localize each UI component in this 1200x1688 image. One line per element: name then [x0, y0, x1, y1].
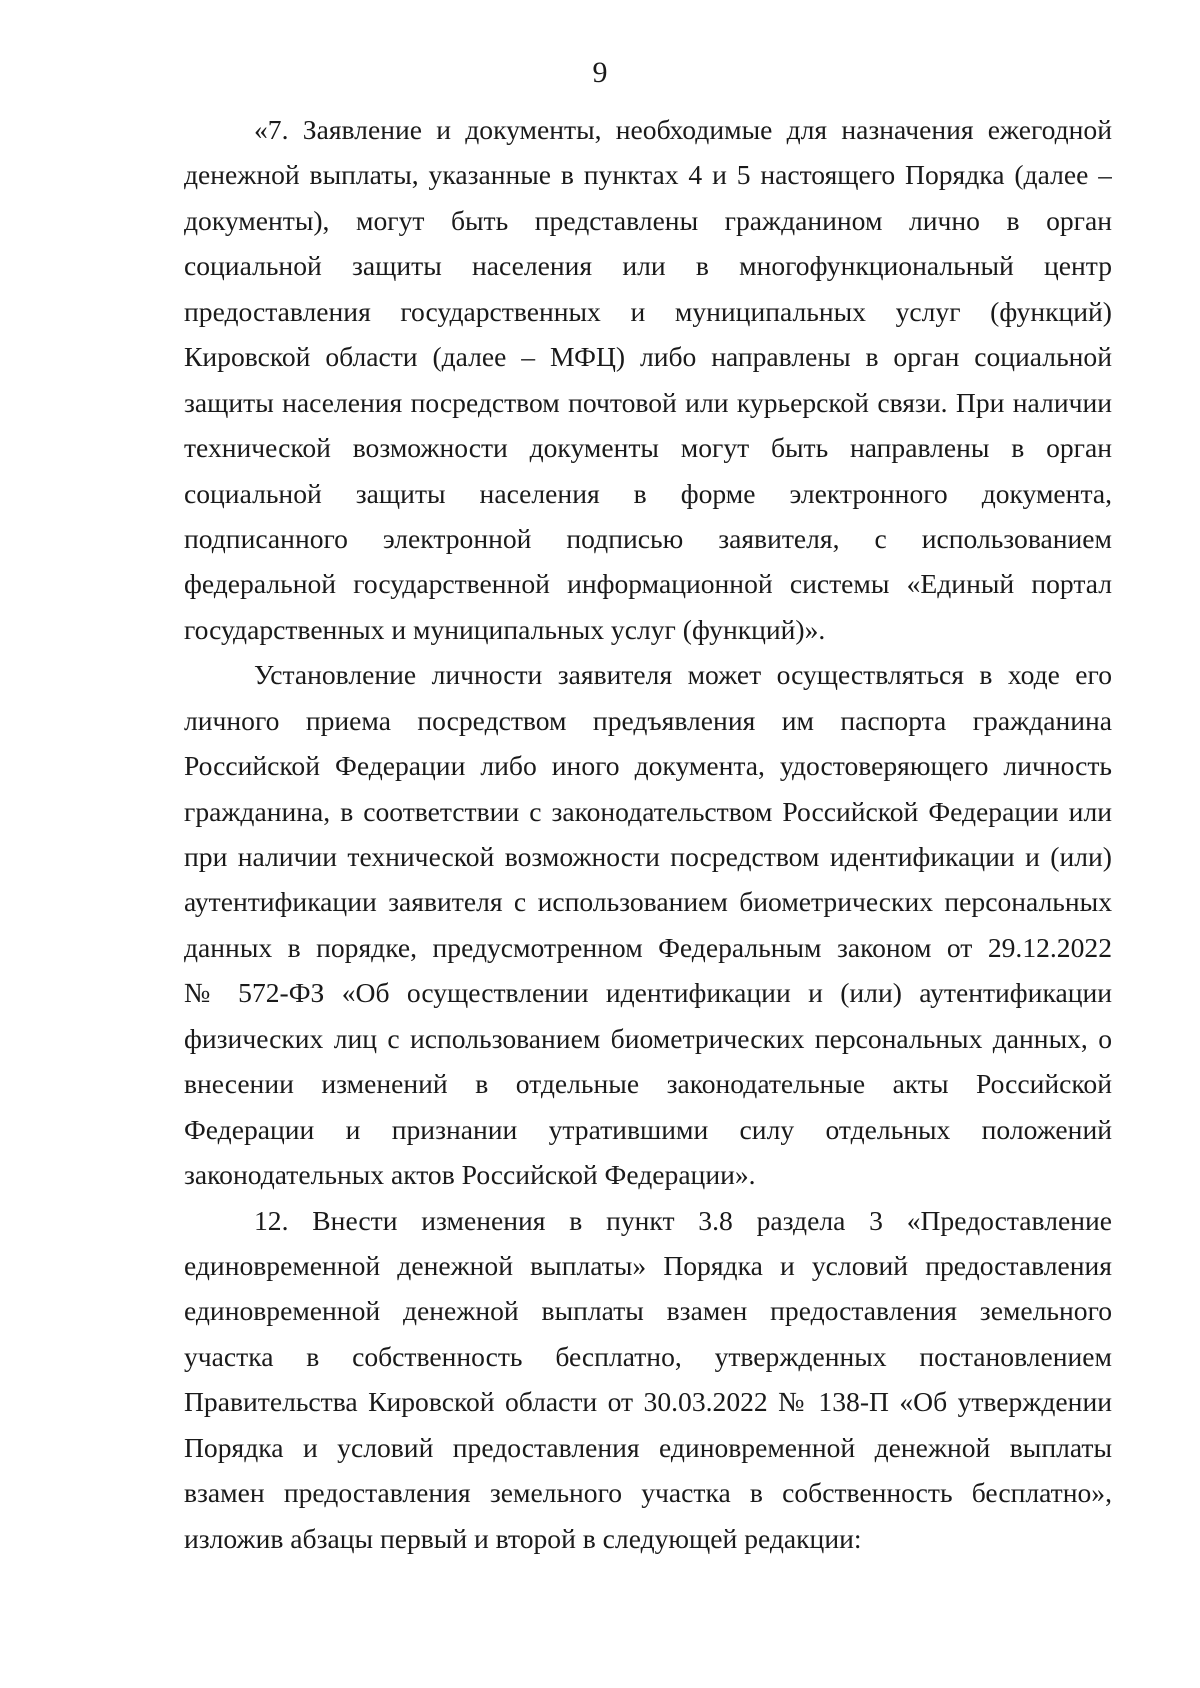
paragraph-item-7	[184, 107, 1112, 652]
text-line: подписанного электронной подписью заявителя, с использованием	[184, 522, 1112, 554]
text-line: при наличии технической возможности посредством идентификации и (или)	[184, 841, 1112, 872]
text-line: технической возможности документы могут быть направлены в орган	[184, 432, 1112, 464]
document-body	[184, 107, 1112, 1561]
paragraph-item-12	[184, 1198, 1112, 1562]
text-line: социальной защиты населения или в многофункциональный центр	[184, 250, 1112, 282]
text-line: личного приема посредством предъявления им паспорта гражданина	[184, 704, 1112, 736]
text-line: гражданина, в соответствии с законодательством Российской Федерации или	[184, 795, 1112, 827]
paragraph-identification	[184, 652, 1112, 1197]
text-line: данных в порядке, предусмотренном Федеральным законом от 29.12.2022	[184, 931, 1112, 963]
text-line: Федерации и признании утратившими силу отдельных положений	[184, 1113, 1112, 1145]
text-line: «7. Заявление и документы, необходимые для назначения ежегодной	[254, 114, 1112, 145]
text-line: законодательных актов Российской Федерации».	[184, 1159, 756, 1191]
text-line: социальной защиты населения в форме электронного документа,	[184, 477, 1112, 509]
text-line: Российской Федерации либо иного документа, удостоверяющего личность	[184, 750, 1112, 782]
text-line: Установление личности заявителя может осуществляться в ходе его	[254, 659, 1112, 691]
text-line: аутентификации заявителя с использованием биометрических персональных	[184, 886, 1112, 918]
text-line: государственных и муниципальных услуг (функций)».	[184, 613, 826, 645]
text-line: Порядка и условий предоставления единовременной денежной выплаты	[184, 1431, 1112, 1463]
text-line: 12. Внести изменения в пункт 3.8 раздела 3 «Предоставление	[254, 1204, 1112, 1236]
text-line: участка в собственность бесплатно, утвержденных постановлением	[184, 1340, 1112, 1372]
text-line: защиты населения посредством почтовой или курьерской связи. При наличии	[184, 386, 1112, 418]
text-line: изложив абзацы первый и второй в следующей редакции:	[184, 1522, 862, 1554]
text-line: взамен предоставления земельного участка в собственность бесплатно»,	[184, 1477, 1112, 1509]
text-line: единовременной денежной выплаты взамен предоставления земельного	[184, 1295, 1112, 1327]
text-line: Правительства Кировской области от 30.03.2022 № 138-П «Об утверждении	[184, 1386, 1112, 1418]
text-line: документы), могут быть представлены гражданином лично в орган	[184, 204, 1112, 236]
page-number: 9	[592, 56, 608, 89]
text-line: федеральной государственной информационной системы «Единый портал	[184, 568, 1112, 600]
text-line: внесении изменений в отдельные законодательные акты Российской	[184, 1068, 1112, 1100]
text-line: предоставления государственных и муниципальных услуг (функций)	[184, 295, 1112, 327]
text-line: единовременной денежной выплаты» Порядка и условий предоставления	[184, 1249, 1112, 1281]
text-line: Кировской области (далее – МФЦ) либо направлены в орган социальной	[184, 341, 1112, 373]
text-line: денежной выплаты, указанные в пунктах 4 и 5 настоящего Порядка (далее –	[184, 159, 1112, 191]
text-line: физических лиц с использованием биометрических персональных данных, о	[184, 1022, 1112, 1054]
text-line: № 572-ФЗ «Об осуществлении идентификации и (или) аутентификации	[184, 977, 1112, 1009]
